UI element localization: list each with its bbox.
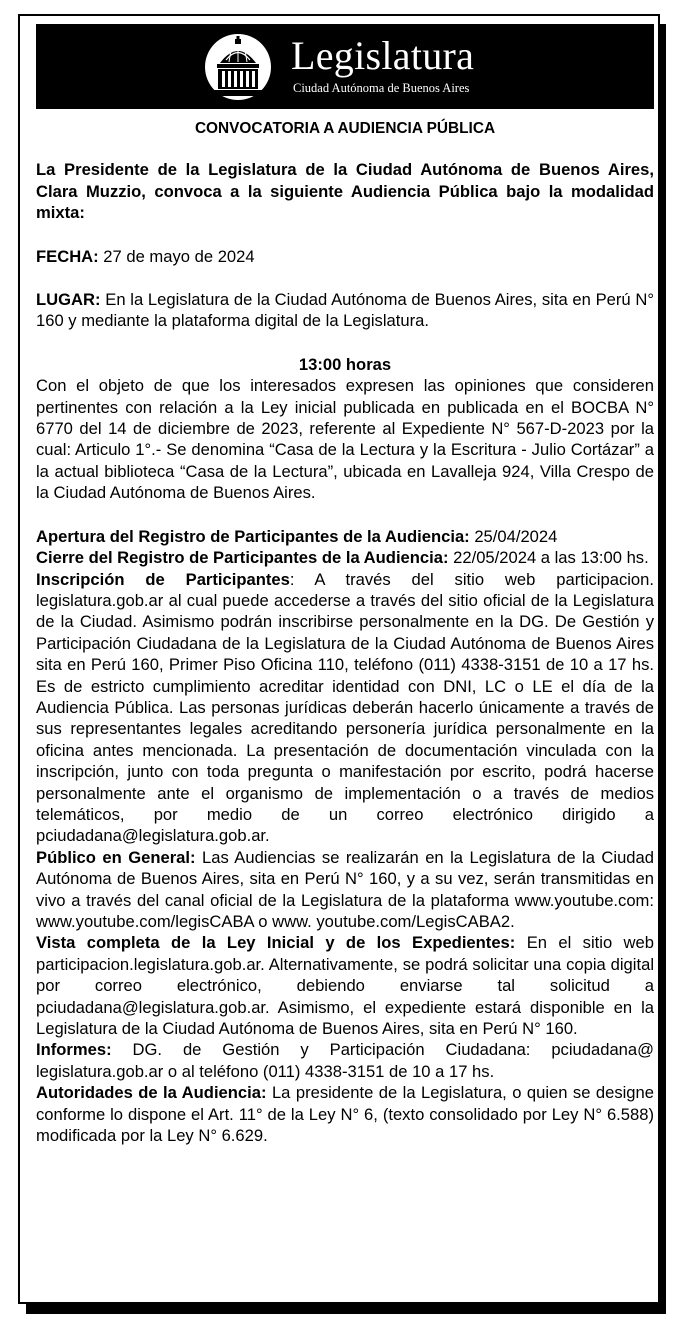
autoridades-paragraph <box>36 1082 654 1146</box>
apertura-value: 25/04/2024 <box>469 526 558 546</box>
apertura-paragraph <box>36 526 654 547</box>
legislatura-dome-logo-icon <box>204 33 272 101</box>
informes-label: Informes: <box>36 1040 112 1060</box>
intro-paragraph <box>36 159 654 223</box>
informes-paragraph <box>36 1039 654 1082</box>
vista-paragraph <box>36 932 654 1039</box>
header-banner <box>36 24 654 109</box>
notice-body <box>36 114 654 1146</box>
informes-value: DG. de Gestión y Participación Ciudadana: pciudadana@ legislatura.gob.ar o al teléfono (011) 4338-3151 de 10 a 17 hs. <box>36 1040 654 1081</box>
cierre-value: 22/05/2024 a las 13:00 hs. <box>448 548 649 568</box>
publico-label: Público en General: <box>36 847 196 867</box>
hora-text: 13:00 horas <box>298 354 392 374</box>
lugar-value: En la Legislatura de la Ciudad Autónoma de Buenos Aires, sita en Perú N° 160 y mediante la plataforma digital de la Legislatura. <box>36 290 654 331</box>
cierre-label: Cierre del Registro de Participantes de la Audiencia: <box>36 548 449 568</box>
autoridades-value: La presidente de la Legislatura, o quien se designe conforme lo dispone el Art. 11° de la Ley N° 6, (texto consolidado por Ley N° 6.588) modificada por la Ley N° 6.629. <box>36 1083 654 1146</box>
logo-title: Legislatura <box>291 33 475 78</box>
vista-label: Vista completa de la Ley Inicial y de los Expedientes: <box>36 933 516 953</box>
apertura-label: Apertura del Registro de Participantes de la Audiencia: <box>36 526 470 546</box>
inscripcion-paragraph <box>36 569 654 847</box>
vista-value: En el sitio web participacion.legislatura.gob.ar. Alternativamente, se podrá solicitar una copia digital por correo electrónico, debiendo enviarse tal solicitud a pciudadana@legislatura.gob.ar. Asimismo, el expediente estará disponible en la Legislatura de la Ciudad Autónoma de Buenos Aires, sita en Perú N° 160. <box>36 933 654 1039</box>
intro-text: La Presidente de la Legislatura de la Ciudad Autónoma de Buenos Aires, Clara Muzzio, convoca a la siguiente Audiencia Pública bajo la modalidad mixta: <box>36 160 654 223</box>
lugar-label: LUGAR: <box>36 290 101 310</box>
logo-subtitle: Ciudad Autónoma de Buenos Aires <box>293 81 470 95</box>
fecha-value: 27 de mayo de 2024 <box>98 246 255 266</box>
inscripcion-value: : A través del sitio web participacion. legislatura.gob.ar al cual puede accederse a través del sitio oficial de la Legislatura de la Ciudad. Asimismo podrán inscribirse personalmente en la DG. De Gestión y Participación Ciudadana de la Legislatura de la Ciudad Autónoma de Buenos Aires sita en Perú 160, Primer Piso Oficina 110, teléfono (011) 4338-3151 de 10 a 17 hs. Es de estricto cumplimiento acreditar identidad con DNI, LC o LE el día de la Audiencia Pública. Las personas jurídicas deberán hacerlo únicamente a través de sus representantes legales acreditando personería jurídica personalmente en la oficina antes mencionada. La presentación de documentación vinculada con la inscripción, junto con toda pregunta o manifestación por escrito, podrá hacerse personalmente ante el organismo de implementación o a través de medios telemáticos, por medio de un correo electrónico dirigido a pciudadana@legislatura.gob.ar. <box>36 569 655 846</box>
inscripcion-label: Inscripción de Participantes <box>36 569 290 589</box>
notice-heading: CONVOCATORIA A AUDIENCIA PÚBLICA <box>194 120 496 137</box>
fecha-paragraph <box>36 246 654 267</box>
hora-line <box>36 354 654 375</box>
cierre-paragraph <box>36 547 654 568</box>
fecha-label: FECHA: <box>36 246 99 266</box>
publico-paragraph <box>36 847 654 933</box>
objeto-paragraph: Con el objeto de que los interesados expresen las opiniones que consideren pertinentes con relación a la Ley inicial publicada en publicada en el BOCBA N° 6770 del 14 de diciembre de 2023, referente al Expediente N° 567-D-2023 por la cual: Articulo 1°.- Se denomina “Casa de la Lectura y la Escritura - Julio Cortázar” a la actual biblioteca “Casa de la Lectura”, ubicada en Lavalleja 924, Villa Crespo de la Ciudad Autónoma de Buenos Aires. <box>36 376 654 503</box>
lugar-paragraph <box>36 289 654 332</box>
autoridades-label: Autoridades de la Audiencia: <box>36 1083 267 1103</box>
notice-frame <box>18 14 660 1304</box>
publico-value: Las Audiencias se realizarán en la Legislatura de la Ciudad Autónoma de Buenos Aires, sita en Perú N° 160, y a su vez, serán transmitidas en vivo a través del canal oficial de la Legislatura de la plataforma www.youtube.com: www.youtube.com/legisCABA o www. youtube.com/LegisCABA2. <box>36 847 654 931</box>
